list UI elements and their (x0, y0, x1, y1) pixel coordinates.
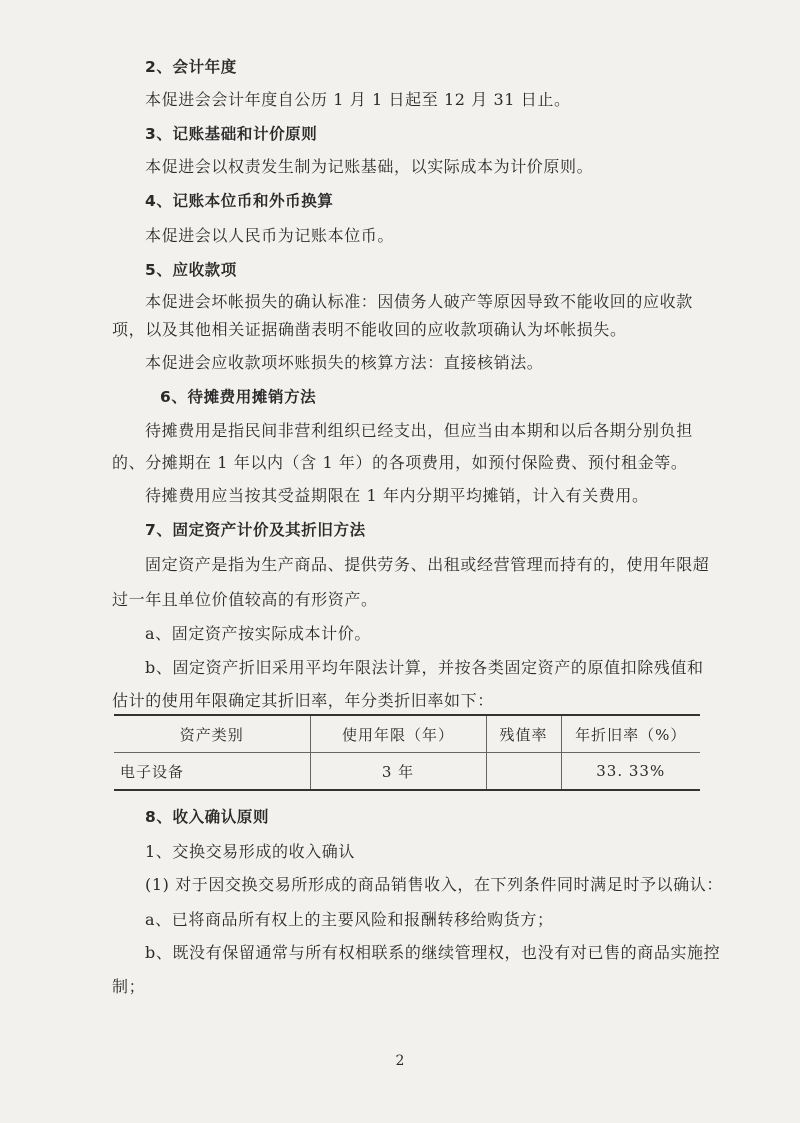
table-cell-useful-life: 3 年 (310, 753, 486, 791)
section-2-text: 本促进会会计年度自公历 1 月 1 日起至 12 月 31 日止。 (145, 90, 571, 109)
section-5-para-2: 本促进会应收款项坏账损失的核算方法：直接核销法。 (145, 353, 544, 372)
table-header-cell: 资产类别 (179, 725, 244, 744)
table-cell-asset-category: 电子设备 (120, 762, 185, 781)
section-8-sub-1: 1、交换交易形成的收入确认 (145, 842, 355, 861)
section-7-para-1-line-2: 过一年且单位价值较高的有形资产。 (112, 590, 378, 609)
section-8-item-1: (1) 对于因交换交易所形成的商品销售收入，在下列条件同时满足时予以确认： (145, 875, 723, 894)
section-8-item-a: a、已将商品所有权上的主要风险和报酬转移给购货方； (145, 910, 554, 929)
section-6-para-2: 待摊费用应当按其受益期限在 1 年内分期平均摊销，计入有关费用。 (145, 486, 649, 505)
section-2-heading: 2、会计年度 (145, 58, 237, 76)
section-6-para-1-line-2: 的、分摊期在 1 年以内（含 1 年）的各项费用，如预付保险费、预付租金等。 (112, 453, 688, 472)
depreciation-table (114, 714, 700, 791)
section-5-para-1-line-2: 项，以及其他相关证据确凿表明不能收回的应收款项确认为坏帐损失。 (112, 320, 627, 339)
section-8-heading: 8、收入确认原则 (145, 808, 270, 826)
section-7-item-b-line-1: b、固定资产折旧采用平均年限法计算，并按各类固定资产的原值扣除残值和 (145, 658, 704, 677)
section-5-heading: 5、应收款项 (145, 261, 237, 279)
section-7-item-a: a、固定资产按实际成本计价。 (145, 624, 371, 643)
section-5-para-1-line-1: 本促进会坏帐损失的确认标准：因债务人破产等原因导致不能收回的应收款 (145, 292, 693, 311)
section-3-text: 本促进会以权责发生制为记账基础，以实际成本为计价原则。 (145, 157, 594, 176)
table-cell-residual-rate (486, 753, 561, 791)
section-8-item-b-line-2: 制； (112, 977, 146, 996)
table-header-cell: 使用年限（年） (310, 715, 486, 753)
table-header-row (114, 715, 700, 753)
section-7-item-b-line-2: 估计的使用年限确定其折旧率，年分类折旧率如下： (112, 691, 494, 710)
section-8-item-b-line-1: b、既没有保留通常与所有权相联系的继续管理权，也没有对已售的商品实施控 (145, 943, 721, 962)
section-6-heading: 6、待摊费用摊销方法 (160, 388, 317, 406)
section-7-para-1-line-1: 固定资产是指为生产商品、提供劳务、出租或经营管理而持有的，使用年限超 (145, 555, 710, 574)
section-7-heading: 7、固定资产计价及其折旧方法 (145, 521, 366, 539)
section-6-para-1-line-1: 待摊费用是指民间非营利组织已经支出，但应当由本期和以后各期分别负担 (145, 421, 693, 440)
table-cell-annual-rate: 33. 33% (561, 753, 700, 791)
section-4-text: 本促进会以人民币为记账本位币。 (145, 226, 395, 245)
section-3-heading: 3、记账基础和计价原则 (145, 125, 318, 143)
table-header-cell: 残值率 (486, 715, 561, 753)
section-4-heading: 4、记账本位币和外币换算 (145, 192, 334, 210)
table-header-cell: 年折旧率（%） (561, 715, 700, 753)
table-row (114, 753, 700, 791)
page-number: 2 (395, 1053, 405, 1069)
